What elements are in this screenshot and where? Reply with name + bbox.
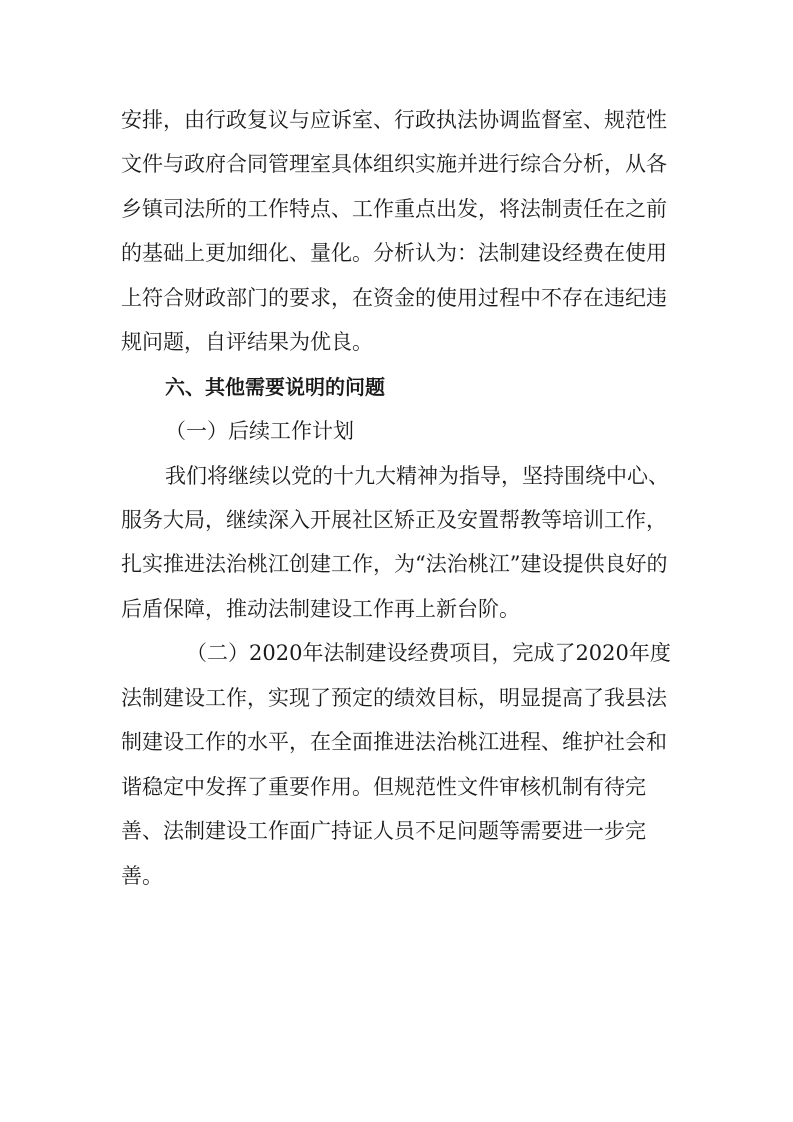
text-line: 我们将继续以党的十九大精神为指导，坚持围绕中心、 [165,464,669,488]
paragraph-line [0,233,793,273]
text-line: 文件与政府合同管理室具体组织实施并进行综合分析，从各 [121,152,667,176]
text-line: 规问题，自评结果为优良。 [121,330,373,354]
paragraph-line [0,589,793,629]
section-heading-text: 六、其他需要说明的问题 [165,375,385,399]
paragraph-line [0,767,793,807]
paragraph-line [0,811,793,851]
subheading-text: （一）后续工作计划 [165,419,354,443]
text-line: 扎实推进法治桃江创建工作，为“法治桃江”建设提供良好的 [121,552,668,576]
paragraph-line [0,322,793,362]
text-line: 后盾保障，推动法制建设工作再上新台阶。 [121,597,520,621]
text-line: 善、法制建设工作面广持证人员不足问题等需要进一步完 [121,819,646,843]
text-line: （二）2020年法制建设经费项目，完成了2020年度 [186,641,671,665]
section-heading [0,367,793,407]
paragraph-line [0,544,793,584]
paragraph-line [0,189,793,229]
paragraph-line [0,633,793,673]
paragraph-line [0,856,793,896]
text-line: 服务大局，继续深入开展社区矫正及安置帮教等培训工作， [121,508,667,532]
text-line: 上符合财政部门的要求，在资金的使用过程中不存在违纪违 [121,286,667,310]
text-line: 谐稳定中发挥了重要作用。但规范性文件审核机制有待完 [121,775,646,799]
subheading [0,411,793,451]
text-line: 善。 [121,864,163,888]
paragraph-line [0,678,793,718]
text-line: 的基础上更加细化、量化。分析认为：法制建设经费在使用 [121,241,667,265]
text-line: 乡镇司法所的工作特点、工作重点出发，将法制责任在之前 [121,197,667,221]
paragraph-line [0,144,793,184]
paragraph-line [0,100,793,140]
text-line: 安排，由行政复议与应诉室、行政执法协调监督室、规范性 [121,108,667,132]
text-line: 法制建设工作，实现了预定的绩效目标，明显提高了我县法 [121,686,667,710]
paragraph-line [0,456,793,496]
text-line: 制建设工作的水平，在全面推进法治桃江进程、维护社会和 [121,730,667,754]
paragraph-line [0,278,793,318]
paragraph-line [0,500,793,540]
paragraph-line [0,722,793,762]
